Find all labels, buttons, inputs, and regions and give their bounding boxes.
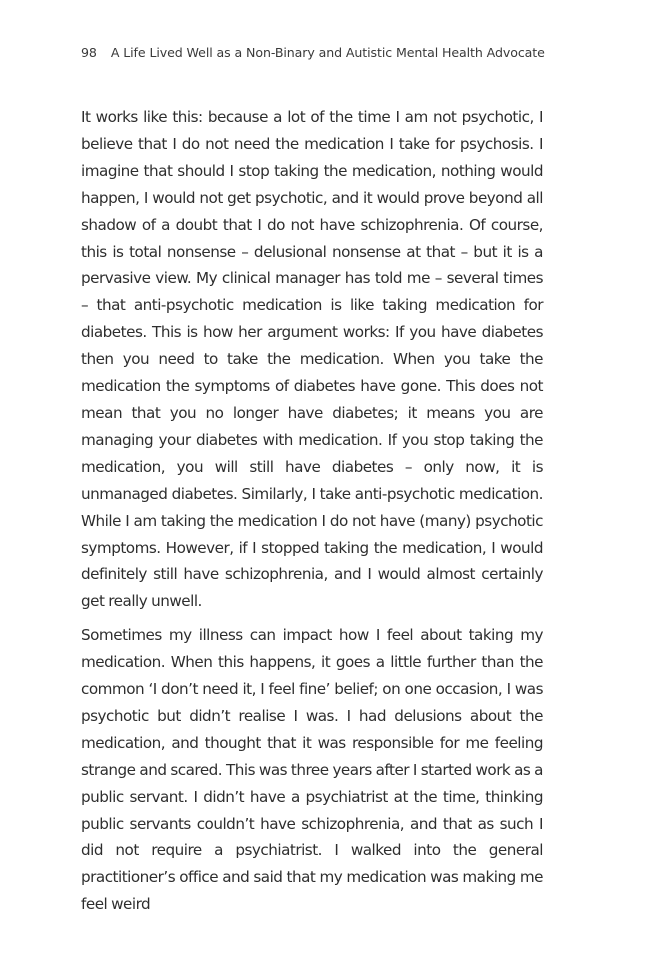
page-number: 98 — [81, 45, 97, 60]
paragraph-2: Sometimes my illness can impact how I feel about taking my medication. When this happens, it goes a little further than the common ‘I don’t need it, I feel fine’ belief; on one occasion, I was psychotic but didn’t realise I was. I had delusions about the medication, and thought that it was responsible for me feeling strange and scared. This was three years after I started work as a public servant. I didn’t have a psychiatrist at the time, thinking public servants couldn’t have schizophrenia, and that as such I did not require a psychiatrist. I walked into the general practitioner’s office and said that my medication was making me feel weird — [81, 626, 543, 914]
body-text — [81, 104, 543, 918]
paragraph-1: It works like this: because a lot of the time I am not psychotic, I believe that I do not need the medication I take for psychosis. I imagine that should I stop taking the medication, nothing would happen, I would not get psychotic, and it would prove beyond all shadow of a doubt that I do not have schizophrenia. Of course, this is total nonsense – delusional nonsense at that – but it is a pervasive view. My clinical manager has told me – several times – that anti-psychotic medication is like taking medication for diabetes. This is how her argument works: If you have diabetes then you need to take the medication. When you take the medication the symptoms of diabetes have gone. This does not mean that you no longer have diabetes; it means you are managing your diabetes with medication. If you stop taking the medication, you will still have diabetes – only now, it is unmanaged diabetes. Similarly, I take anti-psychotic medication. While I am taking the medication I do not have (many) psychotic symptoms. However, if I stopped taking the medication, I would definitely still have schizophrenia, and I would almost certainly get really unwell. — [81, 108, 543, 611]
running-title: A Life Lived Well as a Non-Binary and Autistic Mental Health Advocate — [110, 45, 545, 60]
running-header — [81, 44, 551, 61]
